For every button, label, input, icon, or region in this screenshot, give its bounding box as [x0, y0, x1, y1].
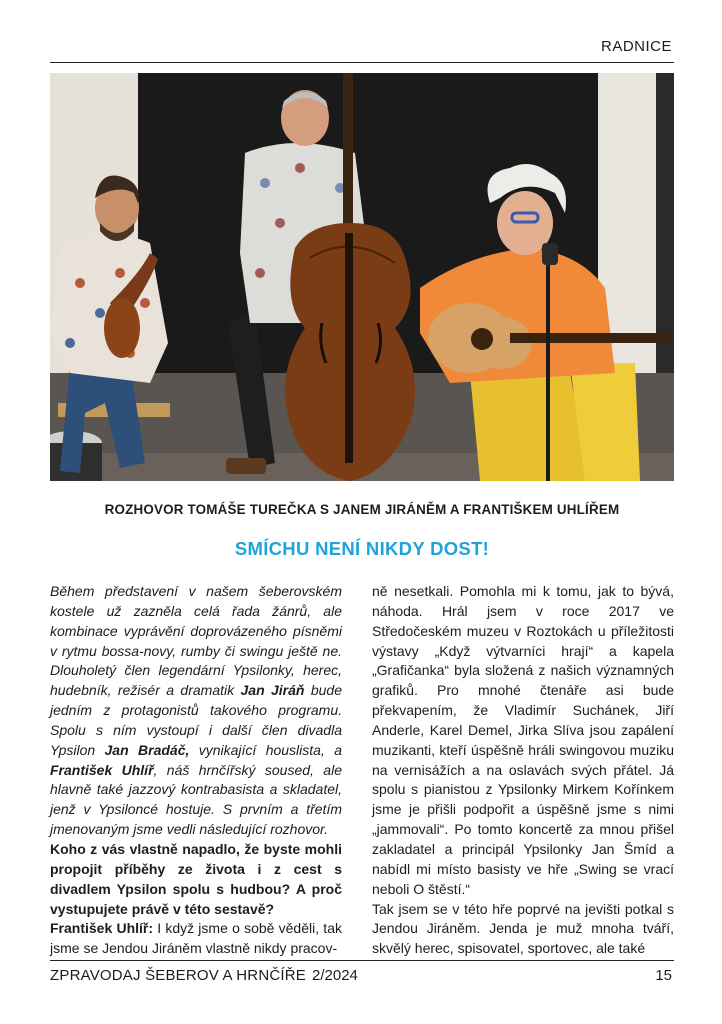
interview-question: Koho z vás vlastně napadlo, že byste mohli propojit příběhy ze života i z cest s divadlem Ypsilon spolu s hudbou? A proč vystupujete právě v této sestavě? — [50, 840, 342, 917]
answer-paragraph: František Uhlíř: I když jsme o sobě věděli, tak jsme se Jendou Jiráněm vlastně nikdy pracov- — [50, 920, 342, 957]
bottom-divider — [50, 960, 674, 961]
paragraph-two: Tak jsem se v této hře poprvé na jevišti potkal s Jendou Jiráněm. Jenda je muž mnoha tváří, skvělý herec, spisovatel, sportovec, ale také — [372, 900, 674, 957]
article-photo — [50, 73, 674, 481]
article-headline: SMÍCHU NENÍ NIKDY DOST! — [234, 538, 490, 559]
text-column-right — [372, 582, 674, 959]
footer-publication: ZPRAVODAJ ŠEBEROV A HRNČÍŘE — [50, 967, 307, 984]
text-column-left — [50, 582, 342, 959]
intro-paragraph: Během představení v našem šeberovském kostele už zazněla celá řada žánrů, ale kombinace vyprávění doprovázeného písněmi v rytmu bossa-novy, rumby či swingu ještě ne. Dlouholetý člen legendární Ypsilonky, herec, hudebník, režisér a dramatik Jan Jiráň bude jedním z protagonistů takového programu. Spolu s ním vystoupí i další člen divadla Ypsilon Jan Bradáč, vynikající houslista, a František Uhlíř, náš hrnčířský soused, ale hlavně také jazzový kontrabasista a skladatel, jenž v Ypsiloncé hostuje. S prvním a třetím jmenovaným jsme vedli následující rozhovor. — [50, 583, 342, 838]
page-number: 15 — [655, 967, 672, 984]
speaker-name: František Uhlíř: — [50, 920, 154, 937]
answer-continuation: ně nesetkali. Pomohla mi k tomu, jak to bývá, náhoda. Hrál jsem v roce 2017 ve Středočeském muzeu v Roztokách u příležitosti výstavy „Když výtvarníci hrají“ a kapela „Grafičanka“ byla složená z našich významných grafiků. Pro mnohé čtenáře asi bude překvapením, že Vladimír Suchánek, Jiří Anderle, Karel Demel, Jirka Slíva jsou zapálení muzikanti, kteří úspěšně hráli swingovou muziku na vernisážích a na oslavách svých přátel. Já spolu s pianistou z Ypsilonky Mirkem Kořínkem jsme je přišli podpořit a úspěšně jsme s nimi „jammovali“. Po tomto koncertě za mnou přišel zakladatel a principál Ypsilonky Jan Šmíd a nabídl mi místo basisty ve hře „Swing se vrací neboli O štěstí.“ — [372, 583, 674, 897]
top-divider — [50, 62, 674, 63]
footer-issue: 2/2024 — [312, 967, 358, 984]
section-label: RADNICE — [600, 38, 672, 55]
article-kicker: ROZHOVOR TOMÁŠE TUREČKA S JANEM JIRÁNĚM A FRANTIŠKEM UHLÍŘEM — [104, 502, 620, 517]
